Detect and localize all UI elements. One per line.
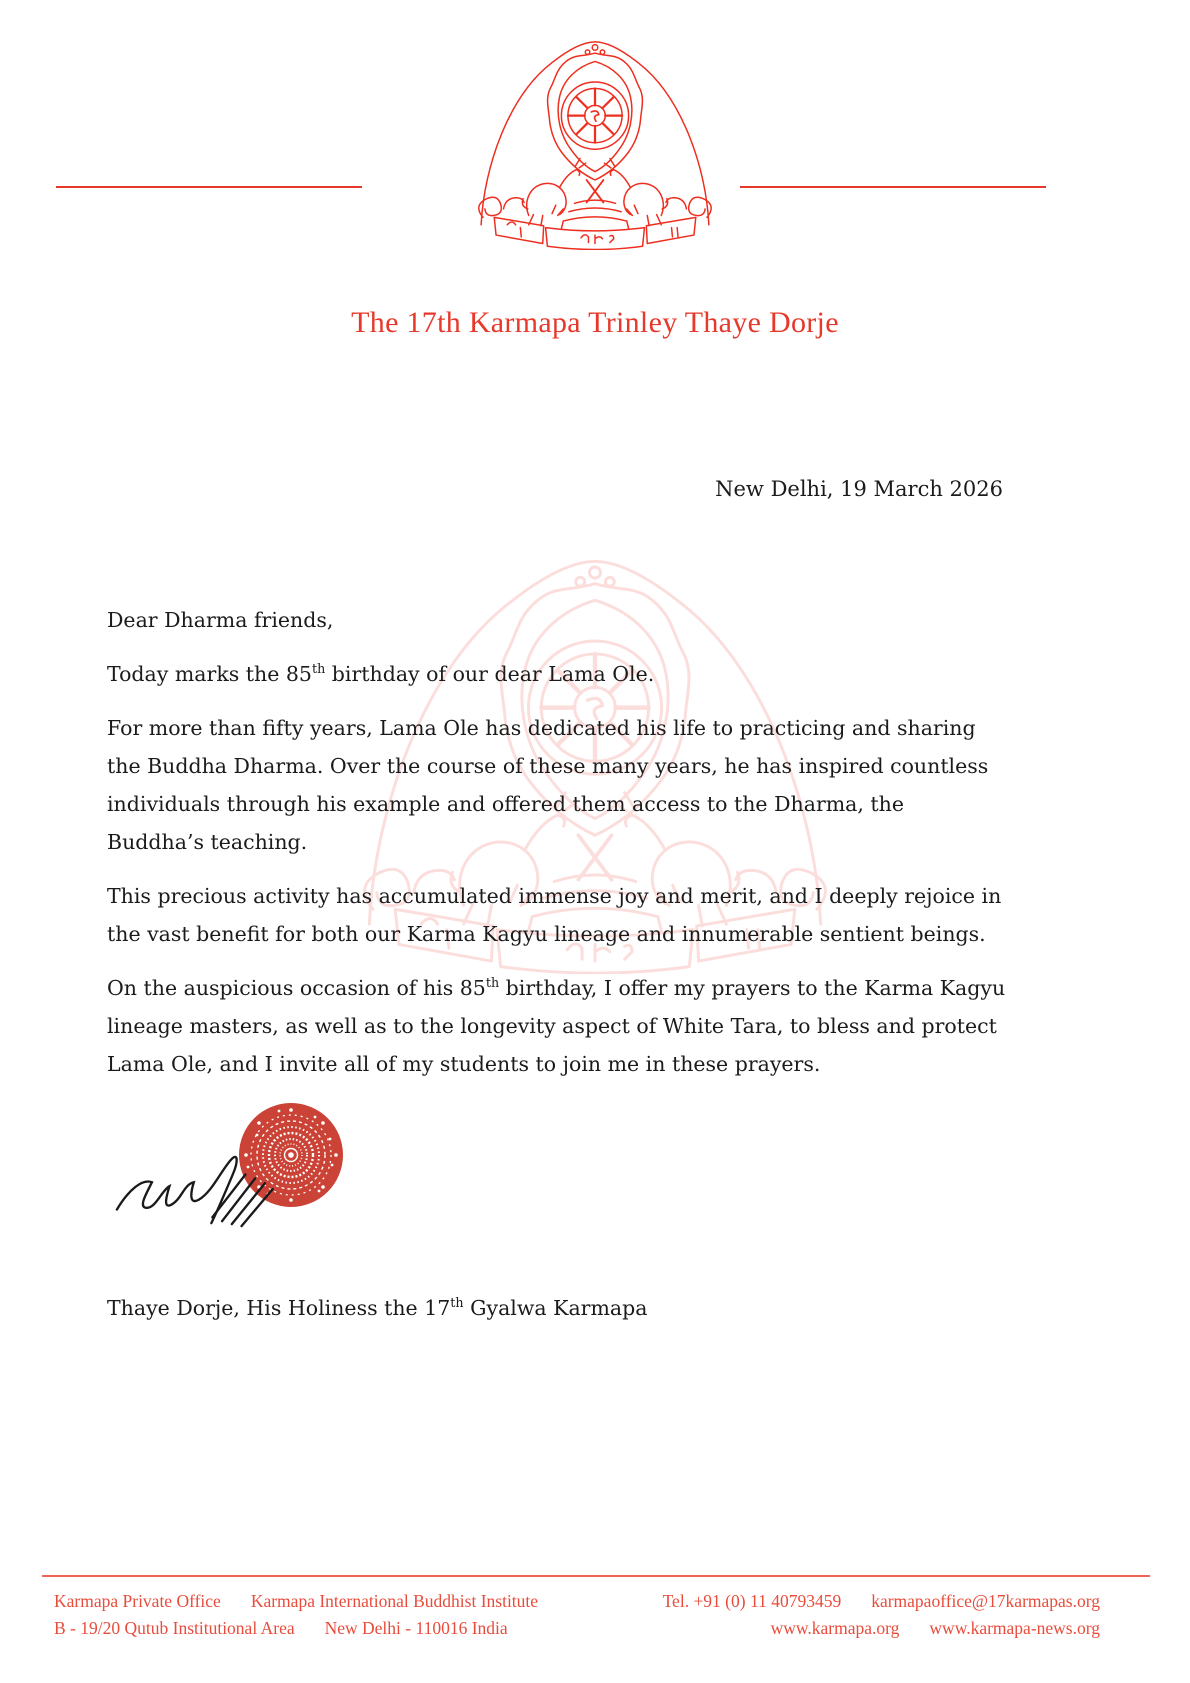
footer-address-block xyxy=(42,1588,538,1642)
salutation: Dear Dharma friends, xyxy=(107,608,334,632)
footer-city: New Delhi - 110016 India xyxy=(324,1618,508,1638)
paragraph-dedication: For more than fifty years, Lama Ole has dedicated his life to practicing and sharing the Buddha Dharma. Over the course of these many years, he has inspired countless individuals through his example and offered them access to the Dharma, the Buddha’s teaching. xyxy=(107,716,989,854)
footer-line xyxy=(54,1588,538,1615)
footer-address: B - 19/20 Qutub Institutional Area xyxy=(54,1618,295,1638)
page-title: The 17th Karmapa Trinley Thaye Dorje xyxy=(351,306,839,339)
paragraph-text: birthday of our dear Lama Ole. xyxy=(325,662,655,686)
handwritten-signature xyxy=(113,1143,298,1241)
footer-line xyxy=(663,1588,1100,1615)
footer-contact-block xyxy=(663,1588,1150,1642)
signoff-line xyxy=(107,1289,1007,1327)
ordinal-superscript: th xyxy=(450,1295,464,1311)
date-line: New Delhi, 19 March 2026 xyxy=(715,477,1003,501)
paragraph-text: Today marks the 85 xyxy=(107,662,312,686)
footer-rule xyxy=(42,1575,1150,1577)
footer-office: Karmapa Private Office xyxy=(54,1591,221,1611)
ordinal-superscript: th xyxy=(311,661,326,677)
paragraph-prayers xyxy=(107,969,1007,1083)
footer-institute: Karmapa International Buddhist Institute xyxy=(250,1591,539,1611)
footer-web-karmapa: www.karmapa.org xyxy=(770,1618,900,1638)
header-rule-right xyxy=(740,186,1046,188)
ordinal-superscript: th xyxy=(485,975,500,991)
footer-line xyxy=(54,1615,538,1642)
signoff-text: Gyalwa Karmapa xyxy=(463,1296,648,1320)
footer-line xyxy=(663,1615,1100,1642)
signoff-text: Thaye Dorje, His Holiness the 17 xyxy=(107,1296,451,1320)
paragraph-rejoice: This precious activity has accumulated immense joy and merit, and I deeply rejoice in the vast benefit for both our Karma Kagyu lineage and innumerable sentient beings. xyxy=(107,884,1002,946)
karmapa-emblem-icon xyxy=(455,26,735,250)
footer xyxy=(42,1588,1150,1642)
signature-block xyxy=(107,1099,1007,1261)
letter-body xyxy=(107,601,1007,1327)
paragraph-text: On the auspicious occasion of his 85 xyxy=(107,976,486,1000)
paragraph-text: birthday, I offer my prayers to the Karma Kagyu lineage masters, as well as to the longevity aspect of White Tara, to bless and protect Lama Ole, and I invite all of my students to join me in these prayers. xyxy=(107,976,1006,1076)
footer-email: karmapaoffice@17karmapas.org xyxy=(871,1591,1100,1611)
footer-tel: Tel. +91 (0) 11 40793459 xyxy=(662,1591,842,1611)
paragraph-birthday xyxy=(107,655,1007,693)
header-rule-left xyxy=(56,186,362,188)
footer-web-karmapa-news: www.karmapa-news.org xyxy=(929,1618,1100,1638)
